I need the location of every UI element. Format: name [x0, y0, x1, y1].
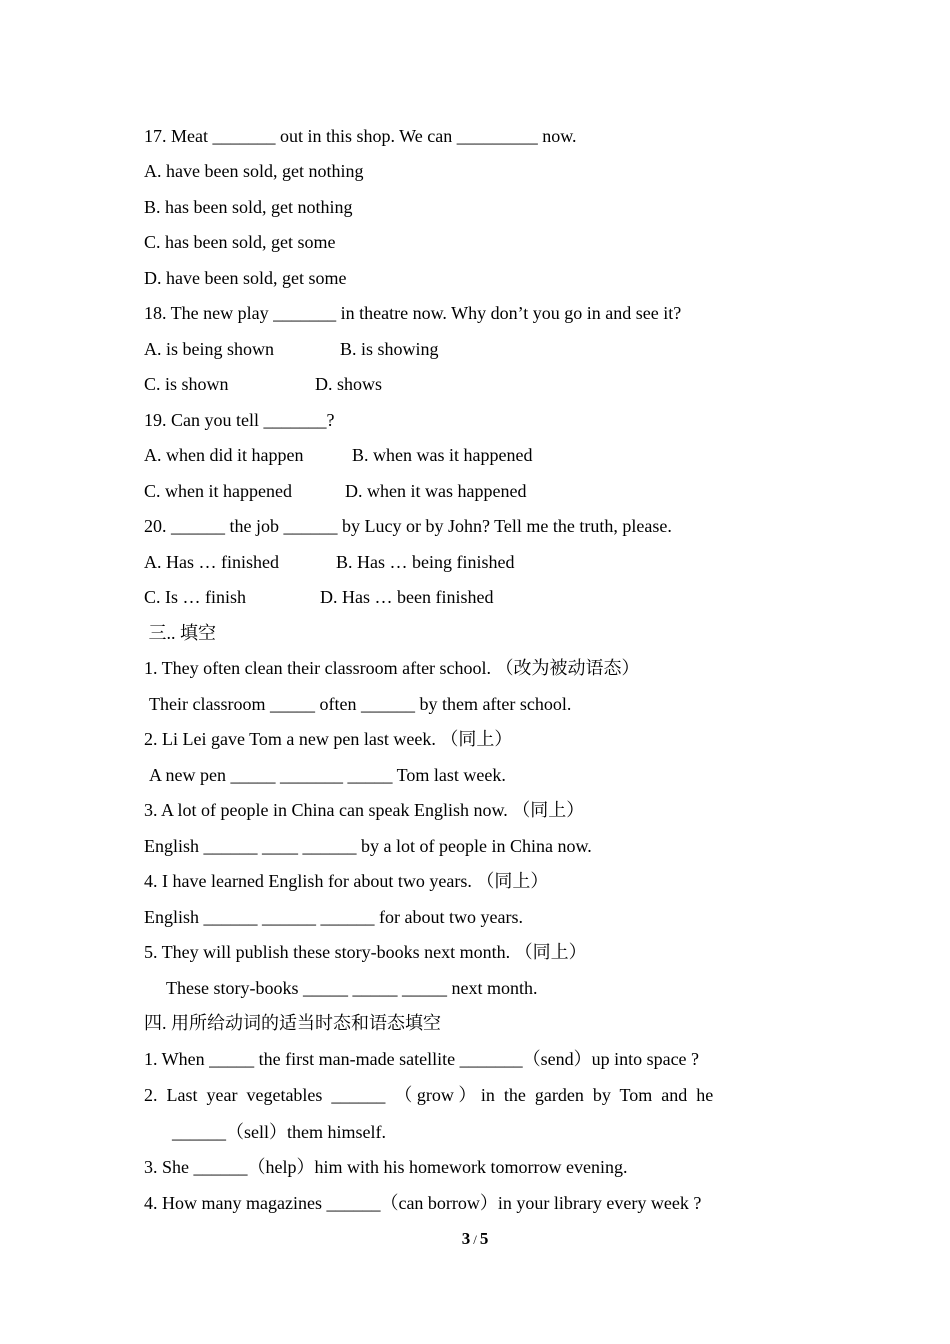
- fill-1-prompt: 1. They often clean their classroom after school. （改为被动语态）: [144, 658, 640, 678]
- option-20-d: D. Has … been finished: [320, 587, 494, 607]
- tense-2-line-2: ______（sell）them himself.: [172, 1122, 386, 1142]
- option-19-d: D. when it was happened: [345, 481, 527, 501]
- option-19-a: A. when did it happen: [144, 445, 304, 465]
- fill-4-answer: English ______ ______ ______ for about two years.: [144, 907, 523, 927]
- page-separator: /: [473, 1232, 477, 1247]
- current-page-number: 3: [461, 1229, 471, 1248]
- fill-1-answer: Their classroom _____ often ______ by them after school.: [149, 694, 572, 714]
- fill-3-prompt: 3. A lot of people in China can speak English now. （同上）: [144, 800, 585, 820]
- fill-5-prompt: 5. They will publish these story-books next month. （同上）: [144, 942, 587, 962]
- fill-2-prompt: 2. Li Lei gave Tom a new pen last week. （同上）: [144, 729, 513, 749]
- option-18-b: B. is showing: [340, 339, 439, 359]
- option-17-a: A. have been sold, get nothing: [144, 161, 364, 181]
- option-19-c: C. when it happened: [144, 481, 292, 501]
- question-19: 19. Can you tell _______?: [144, 410, 335, 430]
- tense-3: 3. She ______（help）him with his homework tomorrow evening.: [144, 1157, 628, 1177]
- option-17-c: C. has been sold, get some: [144, 232, 336, 252]
- option-18-c: C. is shown: [144, 374, 229, 394]
- section-3-heading: 三.. 填空: [144, 623, 216, 643]
- fill-3-answer: English ______ ____ ______ by a lot of people in China now.: [144, 836, 592, 856]
- option-20-a: A. Has … finished: [144, 552, 279, 572]
- option-17-b: B. has been sold, get nothing: [144, 197, 353, 217]
- total-page-number: 5: [479, 1229, 489, 1248]
- section-4-heading: 四. 用所给动词的适当时态和语态填空: [144, 1013, 441, 1033]
- page-number: [0, 1228, 950, 1251]
- option-20-b: B. Has … being finished: [336, 552, 515, 572]
- option-19-b: B. when was it happened: [352, 445, 533, 465]
- option-17-d: D. have been sold, get some: [144, 268, 347, 288]
- question-18: 18. The new play _______ in theatre now. Why don’t you go in and see it?: [144, 303, 682, 323]
- fill-2-answer: A new pen _____ _______ _____ Tom last week.: [149, 765, 506, 785]
- option-18-d: D. shows: [315, 374, 383, 394]
- option-20-c: C. Is … finish: [144, 587, 247, 607]
- question-20: 20. ______ the job ______ by Lucy or by John? Tell me the truth, please.: [144, 516, 672, 536]
- tense-1: 1. When _____ the first man-made satellite _______（send）up into space ?: [144, 1049, 700, 1069]
- fill-4-prompt: 4. I have learned English for about two years. （同上）: [144, 871, 549, 891]
- fill-5-answer: These story-books _____ _____ _____ next month.: [166, 978, 538, 998]
- tense-2-line-1: 2. Last year vegetables ______ （ grow ） in the garden by Tom and he: [144, 1085, 714, 1105]
- question-17: 17. Meat _______ out in this shop. We can _________ now.: [144, 126, 577, 146]
- option-18-a: A. is being shown: [144, 339, 274, 359]
- tense-4: 4. How many magazines ______（can borrow）in your library every week ?: [144, 1193, 702, 1213]
